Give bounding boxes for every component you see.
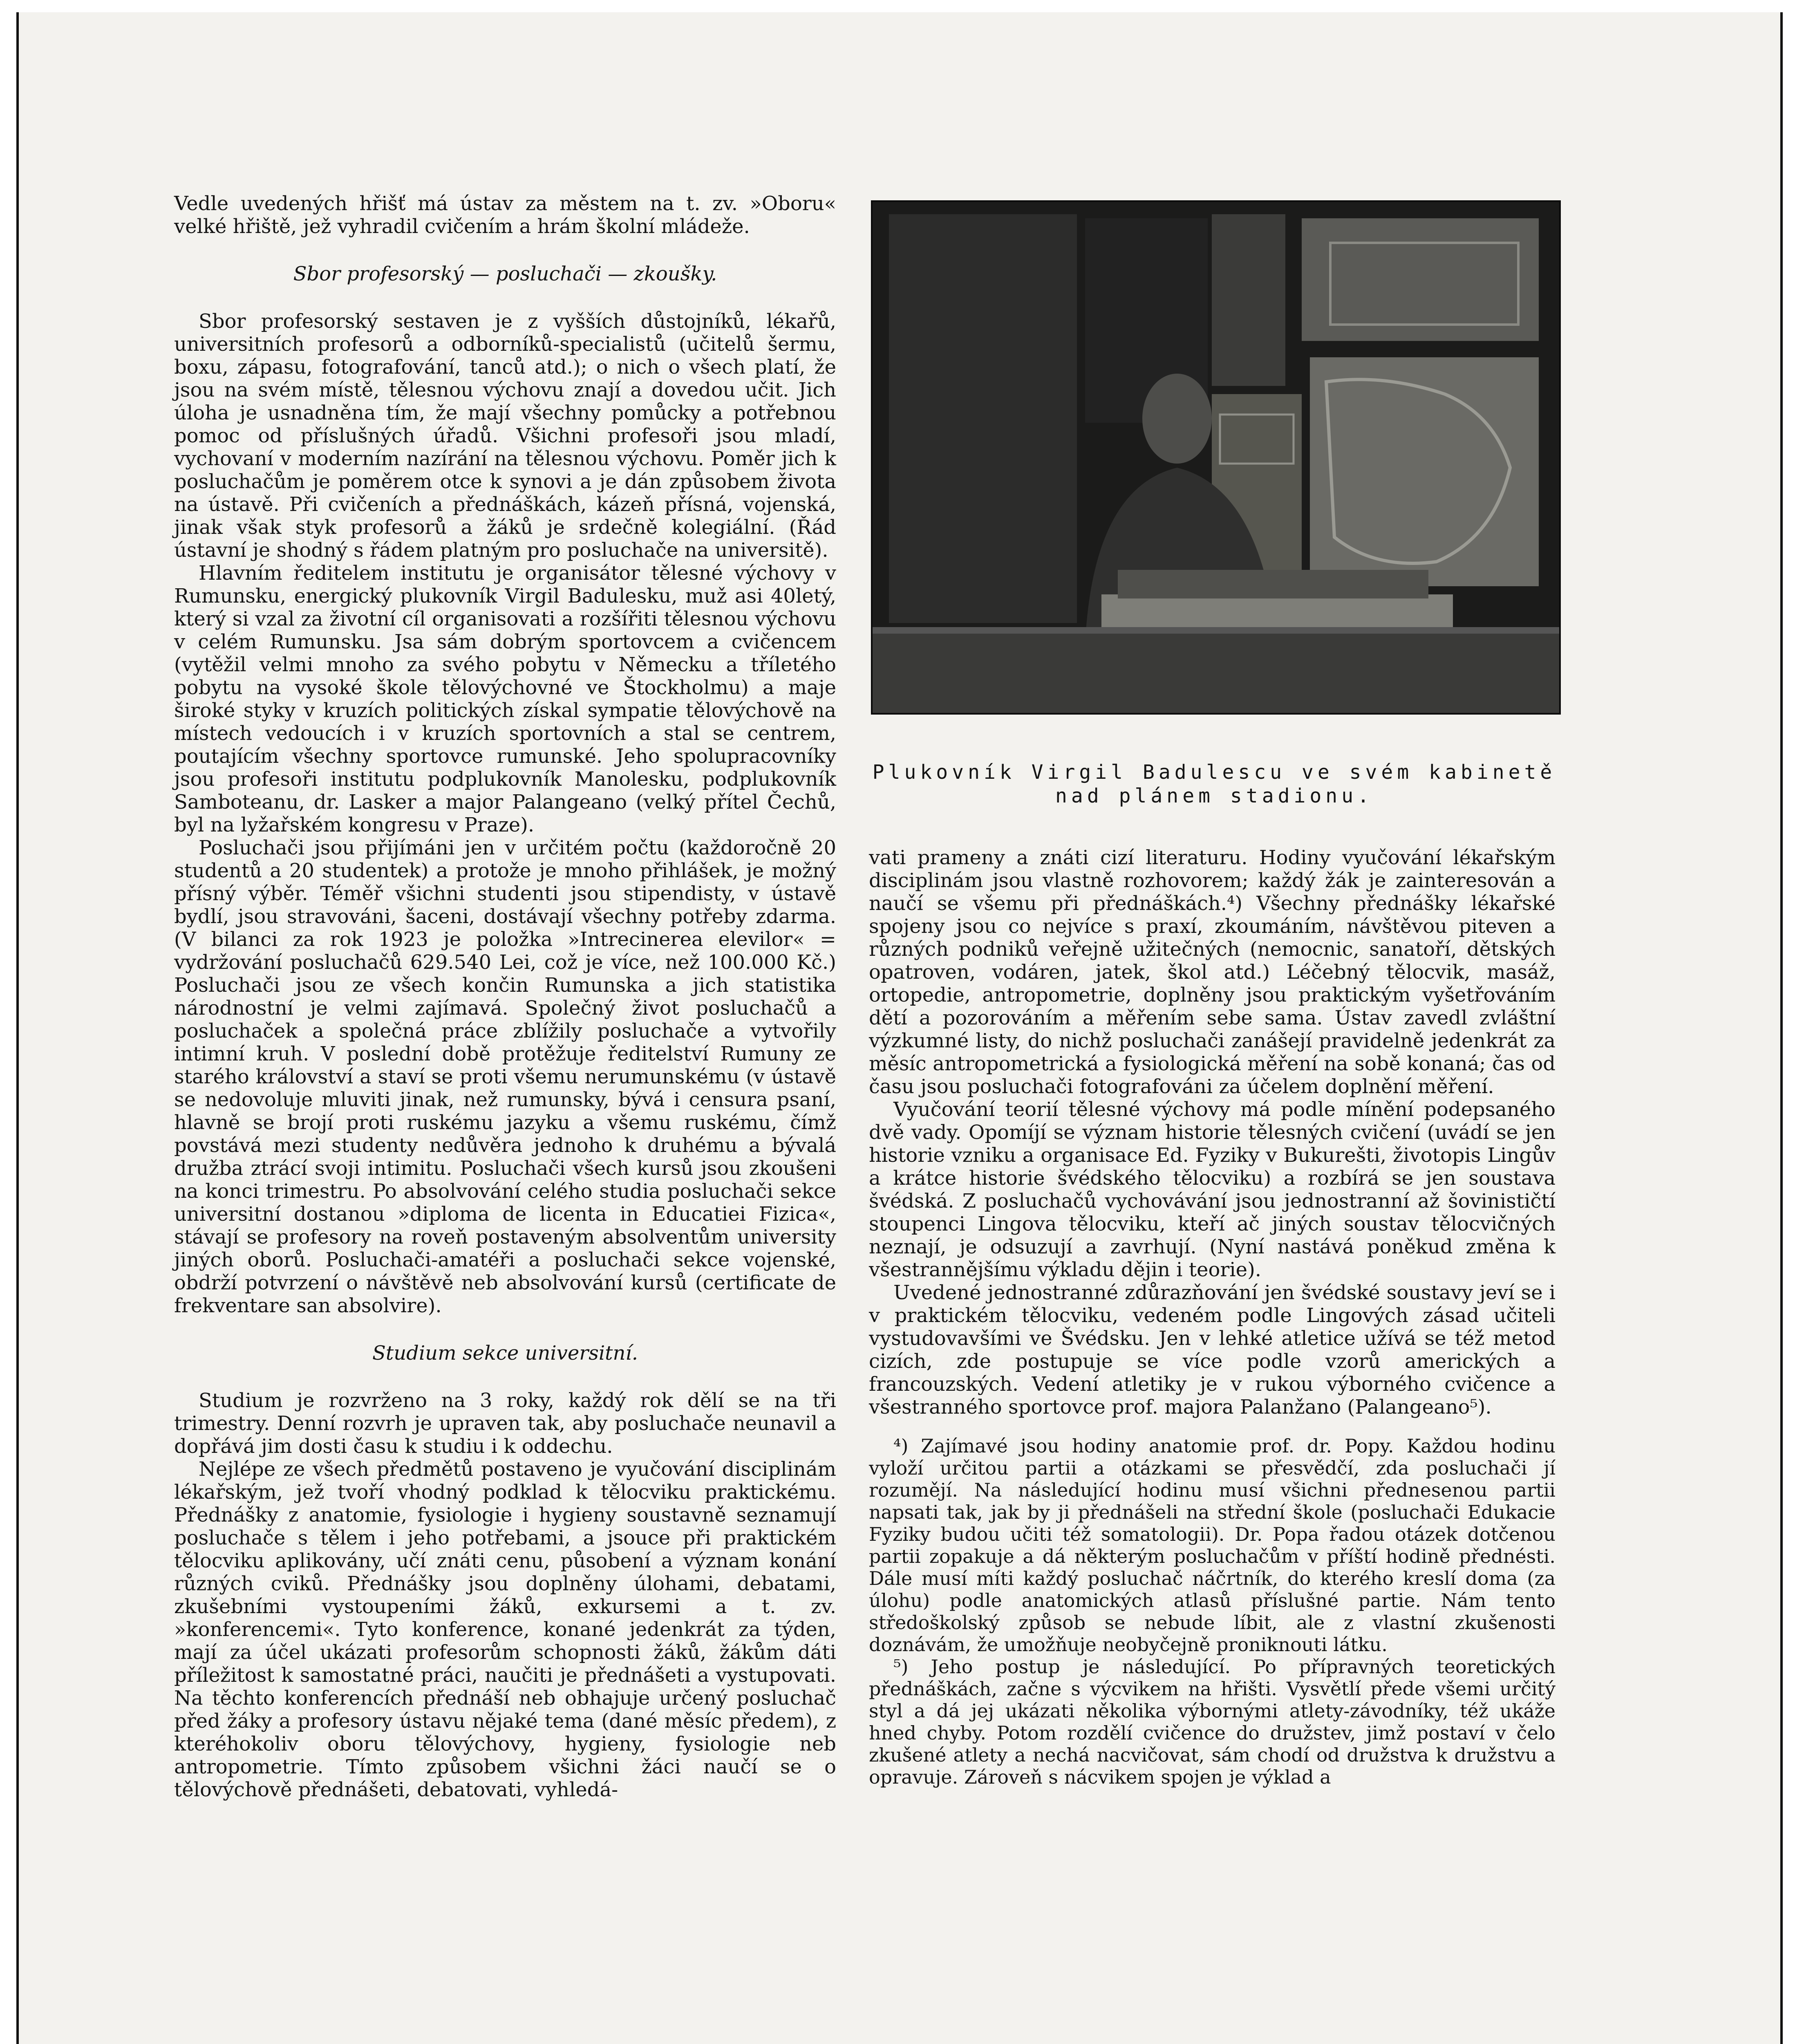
footnote-5: ⁵) Jeho postup je následující. Po přípravných teoretických přednáškách, začne s výcvikem na hřišti. Vysvětlí přede všemi určitý styl a dá jej ukázati několika výbornými atlety-závodníky, též ukáže hned chyby. Potom rozdělí cvičence do družstev, jimž postaví v čelo zkušené atlety a nechá nacvičovat, sám chodí od družstva k družstvu a opravuje. Zároveň s nácvikem spojen je výklad a (869, 1656, 1556, 1788)
paragraph-director: Hlavním ředitelem institutu je organisátor tělesné výchovy v Rumunsku, energický plukovník Virgil Badulesku, muž asi 40letý, který si vzal za životní cíl organisovati a rozšířiti tělesnou výchovu v celém Rumunsku. Jsa sám dobrým sportovcem a cvičencem (vytěžil velmi mnoho za svého pobytu v Německu a tříletého pobytu na vysoké škole tělovýchovné ve Štockholmu) a maje široké styky v kruzích politických získal sympatie tělovýchově na místech vedoucích i v kruzích sportovních a stal se centrem, poutajícím všechny sportovce rumunské. Jeho spolupracovníky jsou profesoři institutu podplukovník Manolesku, podplukovník Samboteanu, dr. Lasker a major Palangeano (velký přítel Čechů, byl na lyžařském kongresu v Praze). (174, 562, 836, 836)
footnotes (869, 1435, 1556, 1788)
photo-colonel-office (871, 200, 1561, 715)
section-heading-university-study: Studium sekce universitní. (372, 1342, 638, 1365)
paragraph-students: Posluchači jsou přijímáni jen v určitém počtu (každoročně 20 studentů a 20 studentek) a protože je mnoho přihlášek, je možný přísný výběr. Téměř všichni studenti jsou stipendisty, v ústavě bydlí, jsou stravováni, šaceni, dostávají všechny potřeby zdarma. (V bilanci za rok 1923 je položka »Intrecinerea elevilor« = vydržování posluchačů 629.540 Lei, což je více, než 100.000 Kč.) Posluchači jsou ze všech končin Rumunska a jich statistika národnostní je velmi zajímavá. Společný život posluchačů a posluchaček a společná práce zblížily posluchače a vytvořily intimní kruh. V poslední době protěžuje ředitelství Rumuny ze starého království a staví se proti všemu nerumunskému (v ústavě se nedovoluje mluviti jinak, než rumunsky, bývá i censura psaní, hlavně se brojí proti ruskému jazyku a všemu ruskému, čímž povstává mezi studenty nedůvěra jednoho k druhému a bývalá družba ztrácí svoji intimitu. Posluchači všech kursů jsou zkoušeni na konci trimestru. Po absolvování celého studia posluchači sekce universitní dostanou »diploma de licenta in Educatiei Fizica«, stávají se profesory na roveň postaveným absolventům university jiných oborů. Posluchači-amatéři a posluchači sekce vojenské, obdrží potvrzení o návštěvě neb absolvování kursů (certificate de frekventare san absolvire). (174, 836, 836, 1317)
paragraph-faculty: Sbor profesorský sestaven je z vyšších důstojníků, lékařů, universitních profesorů a odborníků-specialistů (učitelů šermu, boxu, zápasu, fotografování, tanců atd.); o nich o všech platí, že jsou na svém místě, tělesnou výchovu znají a dovedou učit. Jich úloha je usnadněna tím, že mají všechny pomůcky a potřebnou pomoc od příslušných úřadů. Všichni profesoři jsou mladí, vychovaní v moderním nazírání na tělesnou výchovu. Poměr jich k posluchačům je poměrem otce k synovi a je dán způsobem života na ústavě. Při cvičeních a přednáškách, kázeň přísná, vojenská, jinak však styk profesorů a žáků je srdečně kolegiální. (Řád ústavní je shodný s řádem platným pro posluchače na universitě). (174, 310, 836, 562)
page-sheet (16, 12, 1783, 2044)
photo-caption: Plukovník Virgil Badulescu ve svém kabinetě nad plánem stadionu. (872, 761, 1556, 807)
paragraph-medical-disciplines: Nejlépe ze všech předmětů postaveno je vyučování disciplinám lékařským, jež tvoří vhodný podklad k tělocviku praktickému. Přednášky z anatomie, fysiologie i hygieny soustavně seznamují posluchače s tělem i jeho potřebami, a jsouce při praktickém tělocviku aplikovány, učí znáti cenu, působení a význam konání různých cviků. Přednášky jsou doplněny úlohami, debatami, zkušebními vystoupeními žáků, exkursemi a t. zv. »konferencemi«. Tyto konference, konané jedenkrát za týden, mají za účel ukázati profesorům schopnosti žáků, žákům dáti příležitost k samostatné práci, naučiti je přednášeti a vystupovati. Na těchto konferencích přednáší neb obhajuje určený posluchač před žáky a profesory ústavu nějaké tema (dané měsíc předem), z kteréhokoliv oboru tělovýchovy, hygieny, fysiologie neb antropometrie. Tímto způsobem všichni žáci naučí se o tělovýchově přednášeti, debatovati, vyhledá- (174, 1458, 836, 1801)
paragraph-study-plan: Studium je rozvrženo na 3 roky, každý rok dělí se na tři trimestry. Denní rozvrh je upraven tak, aby posluchače neunavil a dopřává jim dosti času k studiu i k oddechu. (174, 1389, 836, 1458)
paragraph-practice: Uvedené jednostranné zdůrazňování jen švédské soustavy jeví se i v praktickém tělocviku, vedeném podle Lingových zásad učiteli vystudovavšími ve Švédsku. Jen v lehké atletice užívá se též metod cizích, zde postupuje se více podle vzorů amerických a francouzských. Vedení atletiky je v rukou výborného cvičence a všestranného sportovce prof. majora Palanžano (Palangeano⁵). (869, 1281, 1556, 1419)
paragraph-lectures: vati prameny a znáti cizí literaturu. Hodiny vyučování lékařským disciplinám jsou vlastně rozhovorem; každý žák je zainteresován a naučí se všemu při přednáškách.⁴) Všechny přednášky lékařské spojeny jsou co nejvíce s praxí, zkoumáním, návštěvou piteven a různých podniků veřejně užitečných (nemocnic, sanatoří, dětských opatroven, vodáren, jatek, škol atd.) Léčebný tělocvik, masáž, ortopedie, antropometrie, doplněny jsou praktickým vyšetřováním dětí a pozorováním a měřením sebe sama. Ústav zavedl zvláštní výzkumné listy, do nichž posluchači zanášejí pravidelně jedenkrát za měsíc antropometrická a fysiologická měření na sobě konaná; čas od času jsou posluchači fotografováni za účelem doplnění měření. (869, 846, 1556, 1098)
intro-paragraph: Vedle uvedených hřišť má ústav za městem na t. zv. »Oboru« velké hřiště, jež vyhradil cvičením a hrám školní mládeže. (174, 192, 836, 238)
right-column (869, 846, 1556, 1788)
section-heading-faculty: Sbor profesorský — posluchači — zkoušky. (293, 262, 717, 285)
footnote-4: ⁴) Zajímavé jsou hodiny anatomie prof. dr. Popy. Každou hodinu vyloží určitou partii a otázkami se přesvědčí, zda posluchači jí rozumějí. Na následující hodinu musí všichni přednesenou partii napsati tak, jak by ji přednášeli na střední škole (posluchači Edukacie Fyziky budou učiti též somatologii). Dr. Popa řadou otázek dotčenou partii zopakuje a dá některým posluchačům v příští hodině přednésti. Dále musí míti každý posluchač náčrtník, do kterého kreslí doma (za úlohu) podle anatomických atlasů příslušné partie. Nám tento středoškolský způsob se nebude líbit, ale z vlastní zkušenosti doznávám, že umožňuje neobyčejně proniknouti látku. (869, 1435, 1556, 1656)
paragraph-theory: Vyučování teorií tělesné výchovy má podle mínění podepsaného dvě vady. Opomíjí se význam historie tělesných cvičení (uvádí se jen historie vzniku a organisace Ed. Fyziky v Bukurešti, životopis Lingův a krátce historie švédského tělocviku) a rozbírá se jen soustava švédská. Z posluchačů vychovávání jsou jednostranní až šovinističtí stoupenci Lingova tělocviku, kteří ač jiných soustav tělocvičných neznají, je odsuzují a zavrhují. (Nyní nastává poněkud změna k všestrannějšímu výkladu dějin i teorie). (869, 1098, 1556, 1281)
photo-illustration (873, 202, 1559, 713)
left-column (174, 192, 836, 1801)
